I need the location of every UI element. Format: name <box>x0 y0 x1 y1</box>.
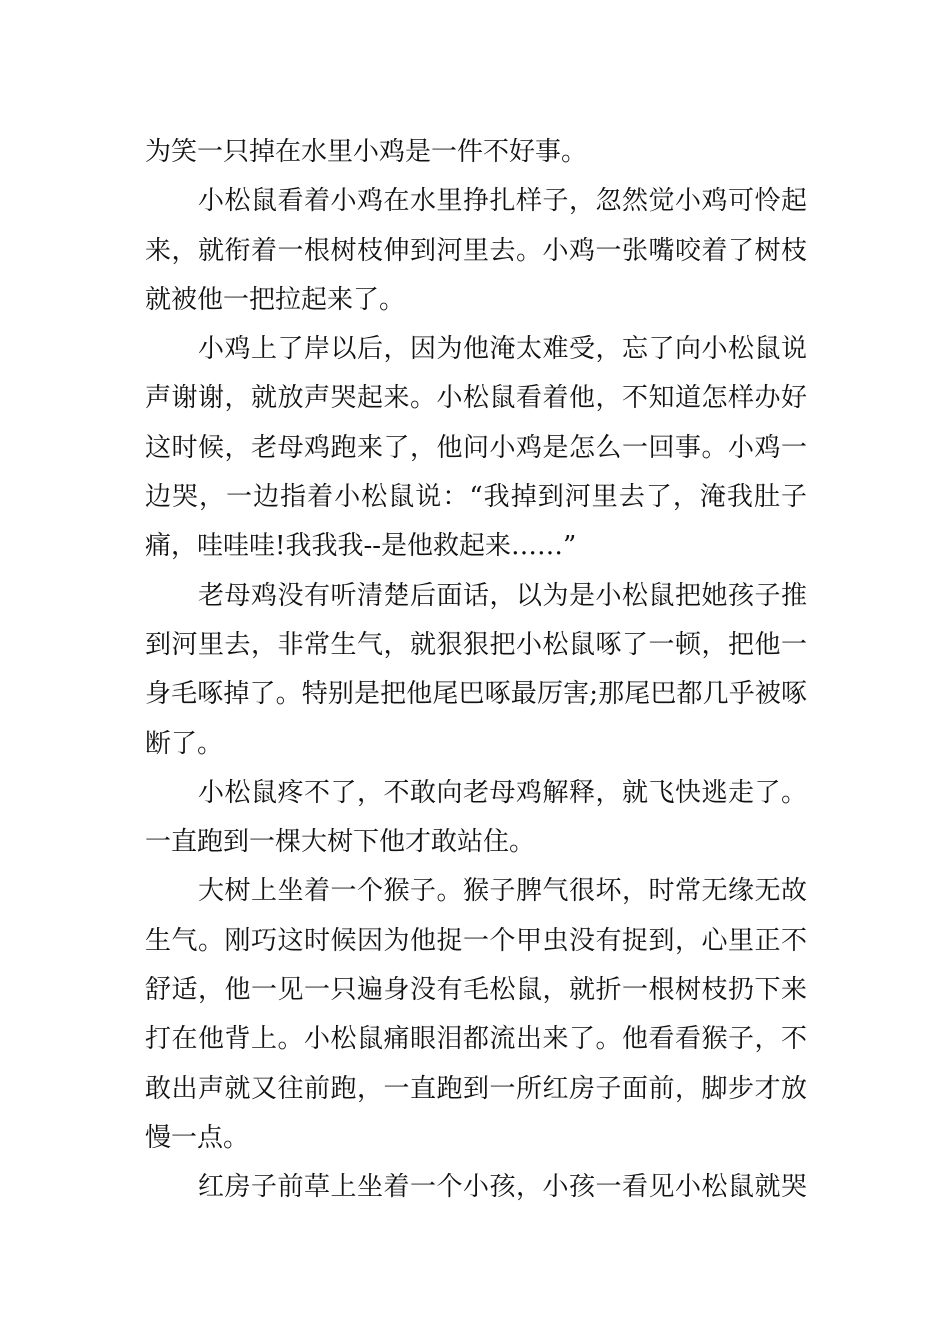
text-line: 痛，哇哇哇!我我我--是他救起来……” <box>145 531 577 562</box>
story-text <box>145 128 807 1213</box>
text-line: 断了。 <box>145 728 224 759</box>
text-line: 敢出声就又往前跑，一直跑到一所红房子面前，脚步才放 <box>145 1073 807 1104</box>
text-line: 生气。刚巧这时候因为他捉一个甲虫没有捉到，心里正不 <box>145 925 807 956</box>
paragraph-first-line: 大树上坐着一个猴子。猴子脾气很坏，时常无缘无故 <box>198 876 807 907</box>
paragraph-first-line: 老母鸡没有听清楚后面话，以为是小松鼠把她孩子推 <box>198 580 807 611</box>
text-line: 到河里去，非常生气，就狠狠把小松鼠啄了一顿，把他一 <box>145 629 807 660</box>
paragraph-first-line: 红房子前草上坐着一个小孩，小孩一看见小松鼠就哭 <box>198 1172 807 1203</box>
text-line: 慢一点。 <box>145 1122 250 1153</box>
text-line: 舒适，他一见一只遍身没有毛松鼠，就折一根树枝扔下来 <box>145 975 807 1006</box>
paragraph-first-line: 小鸡上了岸以后，因为他淹太难受，忘了向小松鼠说 <box>198 334 807 365</box>
text-line: 声谢谢，就放声哭起来。小松鼠看着他，不知道怎样办好 <box>145 383 807 414</box>
text-line: 就被他一把拉起来了。 <box>145 284 406 315</box>
text-line: 打在他背上。小松鼠痛眼泪都流出来了。他看看猴子，不 <box>145 1024 807 1055</box>
text-line: 身毛啄掉了。特别是把他尾巴啄最厉害;那尾巴都几乎被啄 <box>145 679 807 710</box>
text-line: 一直跑到一棵大树下他才敢站住。 <box>145 827 536 858</box>
paragraph-first-line: 小松鼠看着小鸡在水里挣扎样子，忽然觉小鸡可怜起 <box>198 186 807 217</box>
text-line: 来，就衔着一根树枝伸到河里去。小鸡一张嘴咬着了树枝 <box>145 235 807 266</box>
text-line: 为笑一只掉在水里小鸡是一件不好事。 <box>145 137 588 167</box>
text-line: 边哭，一边指着小松鼠说：“我掉到河里去了，淹我肚子 <box>145 482 807 513</box>
paragraph-first-line: 小松鼠疼不了，不敢向老母鸡解释，就飞快逃走了。 <box>198 777 807 808</box>
text-line: 这时候，老母鸡跑来了，他问小鸡是怎么一回事。小鸡一 <box>145 432 807 463</box>
